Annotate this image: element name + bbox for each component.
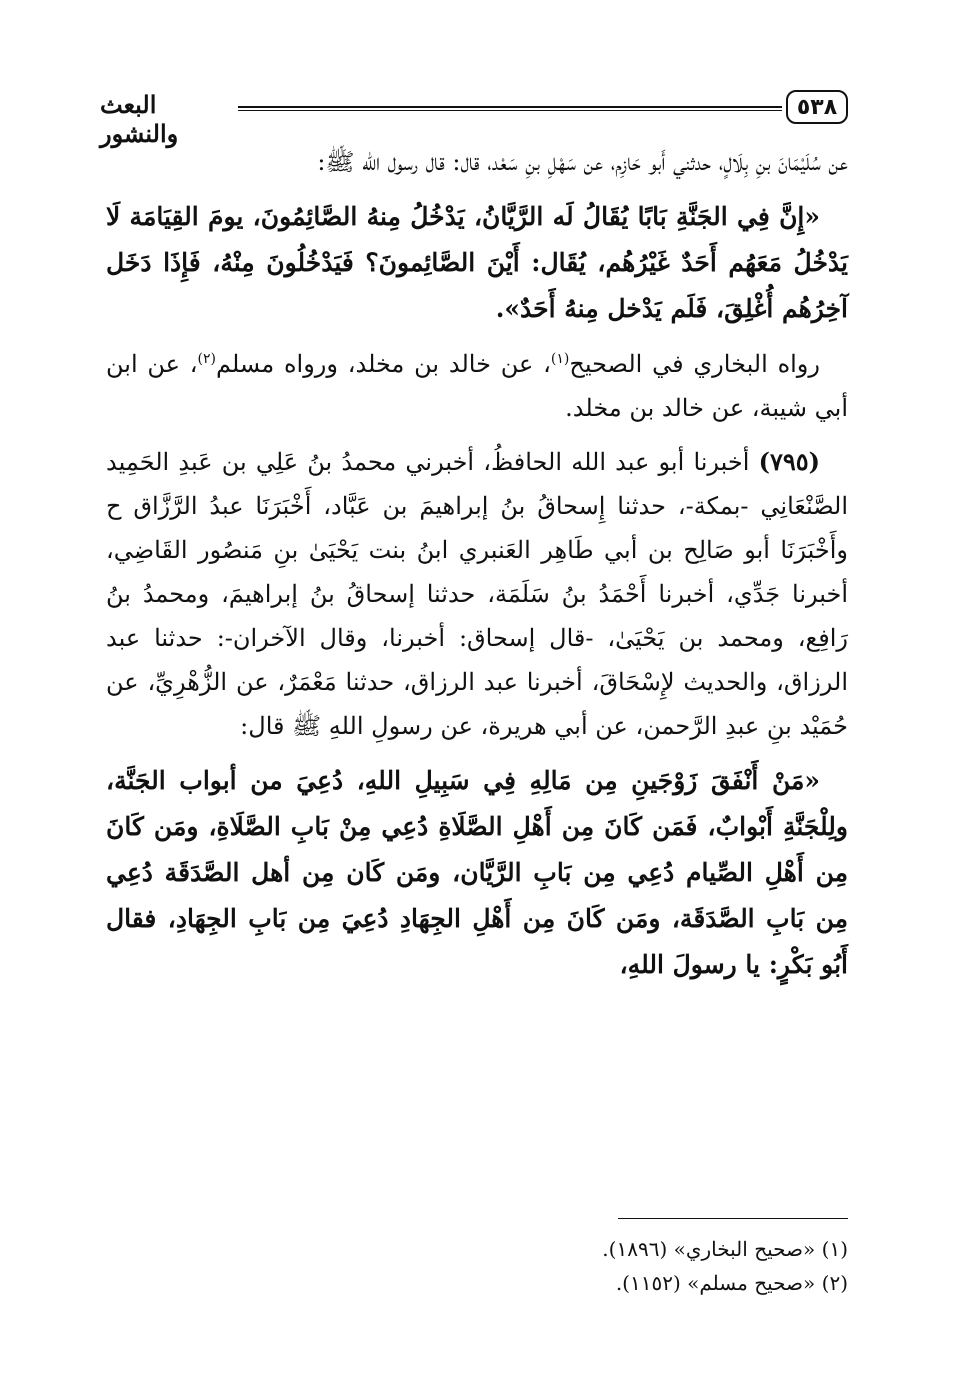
attribution-part-2: ، عن خالد بن مخلد، ورواه مسلم (215, 350, 551, 378)
hadith-text-1: «إِنَّ فِي الجَنَّةِ بَابًا يُقَالُ لَه الرَّيَّانُ، يَدْخُلُ مِنهُ الصَّائِمُونَ، يومَ القِيَامَة لَا يَدْخُلُ مَعَهُم أَحَدٌ غَيْرُهُم، يُقَال: أَيْنَ الصَّائِمونَ؟ فَيَدْخُلُونَ مِنْهُ، فَإِذَا دَخَل آخِرُهُم أُغْلِقَ، فَلَم يَدْخل مِنهُ أَحَدٌ». (106, 202, 848, 323)
running-title: البعث والنشور (100, 90, 179, 148)
main-text (106, 140, 848, 998)
page-number: ٥٣٨ (786, 90, 848, 124)
footnotes (106, 1232, 848, 1300)
paragraph-chain: عن سُلَيْمَانَ بنِ بِلَالٍ، حدثني أَبو حَازِم، عن سَهْلِ بنِ سَعْد، قال: قال رسول الله ﷺ: (317, 148, 848, 176)
paragraph-isnad-795 (106, 440, 848, 748)
attribution-part-1: رواه البخاري في الصحيح (569, 350, 820, 378)
footnote-divider (618, 1218, 848, 1219)
hadith-number: (٧٩٥) (758, 447, 820, 476)
attribution-part-3: ، عن ابن أبي شيبة، عن خالد بن مخلد. (106, 350, 848, 422)
page-header (100, 88, 848, 148)
isnad-text: أخبرنا أبو عبد الله الحافظُ، أخبرني محمدُ بنُ عَلِي بن عَبدِ الحَمِيد الصَّنْعَانِي -بمكة-، حدثنا إِسحاقُ بنُ إبراهيمَ بن عَبَّاد، أَخْبَرَنَا عبدُ الرَّزَّاق ح وأَخْبَرَنَا أبو صَالِح بن أبي طَاهِر العَنبري ابنُ بنت يَحْيَىٰ بنِ مَنصُور القَاضِي، أخبرنا جَدِّي، أخبرنا أَحْمَدُ بنُ سَلَمَة، حدثنا إسحاقُ بنُ إبراهيمَ، ومحمدُ بنُ رَافِع، ومحمد بن يَحْيَىٰ، -قال إسحاق: أخبرنا، وقال الآخران-: حدثنا عبد الرزاق، والحديث لإِسْحَاقَ، أخبرنا عبد الرزاق، حدثنا مَعْمَرٌ، عن الزُّهْرِيِّ، عن حُمَيْد بنِ عبدِ الرَّحمن، عن أبي هريرة، عن رسولِ اللهِ ﷺ قال: (106, 448, 848, 740)
footnote-ref-1[interactable]: (١) (550, 351, 570, 367)
footnote-ref-2[interactable]: (٢) (197, 351, 216, 367)
footnote-2: (٢) «صحيح مسلم» (١١٥٢). (615, 1271, 848, 1295)
header-rule (238, 106, 782, 111)
hadith-text-2: «مَنْ أَنْفَقَ زَوْجَينِ مِن مَالِهِ فِي سَبِيلِ اللهِ، دُعِيَ من أبواب الجَنَّة، ولِلْجَنَّةِ أَبْوابٌ، فَمَن كَانَ مِن أَهْلِ الصَّلَاةِ دُعِي مِنْ بَابِ الصَّلَاةِ، ومَن كَانَ مِن أَهْلِ الصِّيام دُعِي مِن بَابِ الرَّيَّان، ومَن كَان مِن أهل الصَّدَقَة دُعِي مِن بَابِ الصَّدَقَة، ومَن كَانَ مِن أَهْلِ الجِهَادِ دُعِيَ مِن بَابِ الجِهَادِ، فقال أَبُو بَكْرٍ: يا رسولَ اللهِ، (106, 766, 848, 979)
paragraph-attribution (106, 342, 848, 430)
footnote-1: (١) «صحيح البخاري» (١٨٩٦). (602, 1237, 848, 1261)
